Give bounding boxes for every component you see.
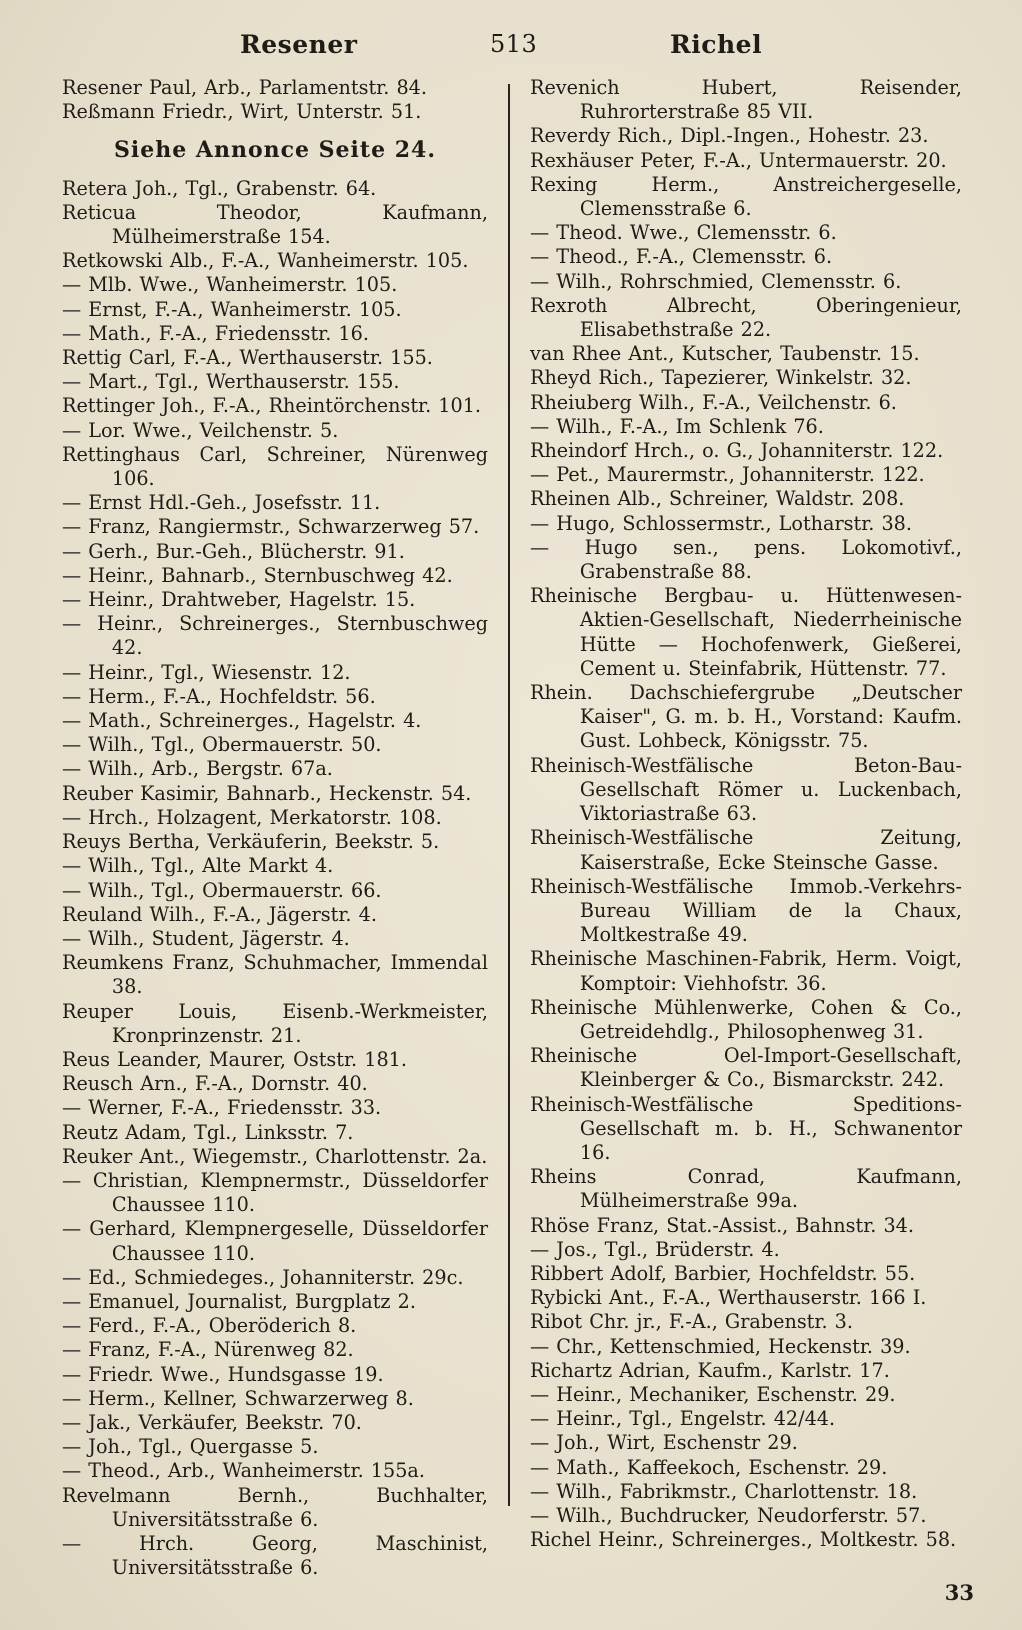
directory-entry: Retera Joh., Tgl., Grabenstr. 64. [62,176,377,200]
directory-entry: Richel Heinr., Schreinerges., Moltkestr. 58. [530,1528,957,1552]
directory-entry: Rexhäuser Peter, F.-A., Untermauerstr. 20. [530,148,947,172]
directory-entry: — Wilh., F.-A., Im Schlenk 76. [530,414,824,438]
directory-entry: Rheiuberg Wilh., F.-A., Veilchenstr. 6. [530,390,897,414]
directory-entry: Reuker Ant., Wiegemstr., Charlottenstr. 2a. [62,1144,488,1168]
directory-entry: Rheinische Maschinen-Fabrik, Herm. Voigt, Komptoir: Viehhofstr. 36. [530,947,962,995]
directory-entry: Ribbert Adolf, Barbier, Hochfeldstr. 55. [530,1261,916,1285]
advert-notice: Siehe Annonce Seite 24. [113,137,436,164]
directory-entry: Resener Paul, Arb., Parlamentstr. 84. [62,76,427,99]
directory-entry: — Hrch. Georg, Maschinist, Universitätsstraße 6. [62,1531,488,1580]
directory-entry: Rettinghaus Carl, Schreiner, Nürenweg 106. [62,442,488,491]
directory-entry: — Wilh., Rohrschmied, Clemensstr. 6. [530,269,902,293]
directory-entry: Reuys Bertha, Verkäuferin, Beekstr. 5. [62,830,440,854]
directory-entry: — Theod. Wwe., Clemensstr. 6. [530,221,837,245]
directory-entry: Rhöse Franz, Stat.-Assist., Bahnstr. 34. [530,1213,914,1237]
directory-entry: Reuland Wilh., F.-A., Jägerstr. 4. [62,902,377,926]
directory-entry: Rheyd Rich., Tapezierer, Winkelstr. 32. [530,366,912,390]
directory-entry: van Rhee Ant., Kutscher, Taubenstr. 15. [530,342,920,366]
right-column [530,76,962,1552]
directory-entry: Rettinger Joh., F.-A., Rheintörchenstr. 101. [62,394,482,418]
directory-entry: Rheinen Alb., Schreiner, Waldstr. 208. [530,487,905,511]
page-number: 513 [490,30,538,58]
directory-entry: Reßmann Friedr., Wirt, Unterstr. 51. [62,100,422,124]
directory-entry: — Hugo sen., pens. Lokomotivf., Grabenstraße 88. [530,535,962,584]
directory-entry: — Theod., Arb., Wanheimerstr. 155a. [62,1459,425,1483]
directory-entry: Rybicki Ant., F.-A., Werthauserstr. 166 I. [530,1286,927,1310]
directory-entry: Rhein. Dachschiefergrube „Deutscher Kaiser", G. m. b. H., Vorstand: Kaufm. Gust. Lohbeck, Königsstr. 75. [530,681,962,753]
directory-entry: — Joh., Tgl., Quergasse 5. [62,1435,319,1459]
directory-entry: — Wilh., Tgl., Obermauerstr. 66. [62,878,382,902]
directory-entry: — Wilh., Arb., Bergstr. 67a. [62,757,333,781]
directory-entry: — Ed., Schmiedeges., Johanniterstr. 29c. [62,1265,464,1289]
directory-entry: — Friedr. Wwe., Hundsgasse 19. [62,1362,384,1386]
directory-entry: — Math., Kaffeekoch, Eschenstr. 29. [530,1455,888,1479]
header-left-word: Resener [240,30,358,59]
right-entries-c [530,1214,962,1553]
directory-entry: — Heinr., Tgl., Wiesenstr. 12. [62,660,351,684]
directory-entry: — Jos., Tgl., Brüderstr. 4. [530,1237,780,1261]
directory-entry: Rexroth Albrecht, Oberingenieur, Elisabethstraße 22. [530,293,962,342]
directory-entry: — Joh., Wirt, Eschenstr 29. [530,1431,798,1455]
directory-entry: Reutz Adam, Tgl., Linksstr. 7. [62,1120,354,1144]
directory-entry: Reus Leander, Maurer, Oststr. 181. [62,1047,407,1071]
directory-entry: — Heinr., Schreinerges., Sternbuschweg 42. [62,612,488,660]
left-entries-a [62,76,488,124]
directory-entry: Rheinische Oel-Import-Gesellschaft, Kleinberger & Co., Bismarckstr. 242. [530,1044,962,1092]
directory-entry: — Herm., F.-A., Hochfeldstr. 56. [62,684,376,708]
directory-entry: — Heinr., Tgl., Engelstr. 42/44. [530,1407,836,1431]
directory-entry: Ribot Chr. jr., F.-A., Grabenstr. 3. [530,1310,853,1334]
directory-entry: Rheinische Mühlenwerke, Cohen & Co., Getreidehdlg., Philosophenweg 31. [530,995,962,1043]
directory-entry: — Wilh., Tgl., Obermauerstr. 50. [62,733,382,757]
column-divider [508,84,510,1506]
directory-entry: — Ernst Hdl.-Geh., Josefsstr. 11. [62,491,381,515]
directory-entry: — Theod., F.-A., Clemensstr. 6. [530,245,833,269]
directory-entry: — Mlb. Wwe., Wanheimerstr. 105. [62,273,398,297]
directory-entry: Rettig Carl, F.-A., Werthauserstr. 155. [62,346,433,370]
directory-entry: Reusch Arn., F.-A., Dornstr. 40. [62,1072,368,1096]
header-right-word: Richel [670,30,763,59]
directory-entry: Rheinisch-Westfälische Speditions-Gesellschaft m. b. H., Schwanentor 16. [530,1092,962,1164]
directory-entry: — Math., F.-A., Friedensstr. 16. [62,321,369,345]
directory-entry: — Franz, Rangiermstr., Schwarzerweg 57. [62,515,480,539]
directory-entry: Richartz Adrian, Kaufm., Karlstr. 17. [530,1358,890,1382]
directory-entry: — Heinr., Bahnarb., Sternbuschweg 42. [62,563,453,587]
directory-entry: — Ferd., F.-A., Oberöderich 8. [62,1314,357,1338]
directory-entry: — Hrch., Holzagent, Merkatorstr. 108. [62,805,442,829]
directory-entry: — Hugo, Schlossermstr., Lotharstr. 38. [530,511,912,535]
directory-entry: Rheinisch-Westfälische Zeitung, Kaiserstraße, Ecke Steinsche Gasse. [530,826,962,874]
directory-entry: — Franz, F.-A., Nürenweg 82. [62,1338,354,1362]
directory-entry: Rheinisch-Westfälische Immob.-Verkehrs-Bureau William de la Chaux, Moltkestraße 49. [530,874,962,947]
directory-entry: Reverdy Rich., Dipl.-Ingen., Hohestr. 23. [530,124,929,148]
directory-entry: — Jak., Verkäufer, Beekstr. 70. [62,1410,362,1434]
directory-entry: — Pet., Maurermstr., Johanniterstr. 122. [530,463,925,487]
directory-entry: — Wilh., Fabrikmstr., Charlottenstr. 18. [530,1479,918,1503]
directory-entry: Reumkens Franz, Schuhmacher, Immendal 38. [62,951,488,999]
directory-entry: — Heinr., Drahtweber, Hagelstr. 15. [62,588,416,612]
directory-entry: — Chr., Kettenschmied, Heckenstr. 39. [530,1334,911,1358]
directory-entry: Rheinisch-Westfälische Beton-Bau-Gesellschaft Römer u. Luckenbach, Viktoriastraße 63. [530,753,962,826]
directory-entry: Retkowski Alb., F.-A., Wanheimerstr. 105. [62,249,469,273]
directory-entry: Rheindorf Hrch., o. G., Johanniterstr. 122. [530,439,944,463]
left-column [62,76,488,1580]
directory-entry: Revenich Hubert, Reisender, Ruhrorterstraße 85 VII. [530,76,962,124]
directory-entry: — Lor. Wwe., Veilchenstr. 5. [62,418,339,442]
signature-number: 33 [944,1580,974,1605]
directory-entry: — Wilh., Student, Jägerstr. 4. [62,926,350,950]
directory-entry: — Ernst, F.-A., Wanheimerstr. 105. [62,297,402,321]
directory-entry: — Gerhard, Klempnergeselle, Düsseldorfer Chaussee 110. [62,1217,488,1265]
right-entries-b [530,584,962,1213]
directory-entry: — Wilh., Tgl., Alte Markt 4. [62,854,334,878]
directory-entry: — Heinr., Mechaniker, Eschenstr. 29. [530,1382,896,1406]
directory-entry: — Emanuel, Journalist, Burgplatz 2. [62,1289,416,1313]
directory-entry: Revelmann Bernh., Buchhalter, Universitätsstraße 6. [62,1483,488,1531]
right-entries-a [530,76,962,584]
directory-entry: Rheins Conrad, Kaufmann, Mülheimerstraße 99a. [530,1165,962,1213]
directory-entry: — Wilh., Buchdrucker, Neudorferstr. 57. [530,1503,927,1527]
directory-entry: — Herm., Kellner, Schwarzerweg 8. [62,1386,414,1410]
directory-entry: — Christian, Klempnermstr., Düsseldorfer Chaussee 110. [62,1168,488,1217]
directory-entry: Reuper Louis, Eisenb.-Werkmeister, Kronprinzenstr. 21. [62,999,488,1047]
directory-entry: — Mart., Tgl., Werthauserstr. 155. [62,370,400,394]
directory-entry: Reticua Theodor, Kaufmann, Mülheimerstraße 154. [62,200,488,249]
directory-entry: — Werner, F.-A., Friedensstr. 33. [62,1096,382,1120]
directory-entry: Rheinische Bergbau- u. Hüttenwesen-Aktien-Gesellschaft, Niederrheinische Hütte — Hochofenwerk, Gießerei, Cement u. Steinfabrik, Hüttenstr. 77. [530,584,962,680]
directory-entry: — Gerh., Bur.-Geh., Blücherstr. 91. [62,539,405,563]
directory-entry: Reuber Kasimir, Bahnarb., Heckenstr. 54. [62,781,472,805]
directory-entry: Rexing Herm., Anstreichergeselle, Clemensstraße 6. [530,172,962,221]
running-head [60,30,975,70]
left-entries-b [62,177,488,1581]
directory-entry: — Math., Schreinerges., Hagelstr. 4. [62,709,422,733]
